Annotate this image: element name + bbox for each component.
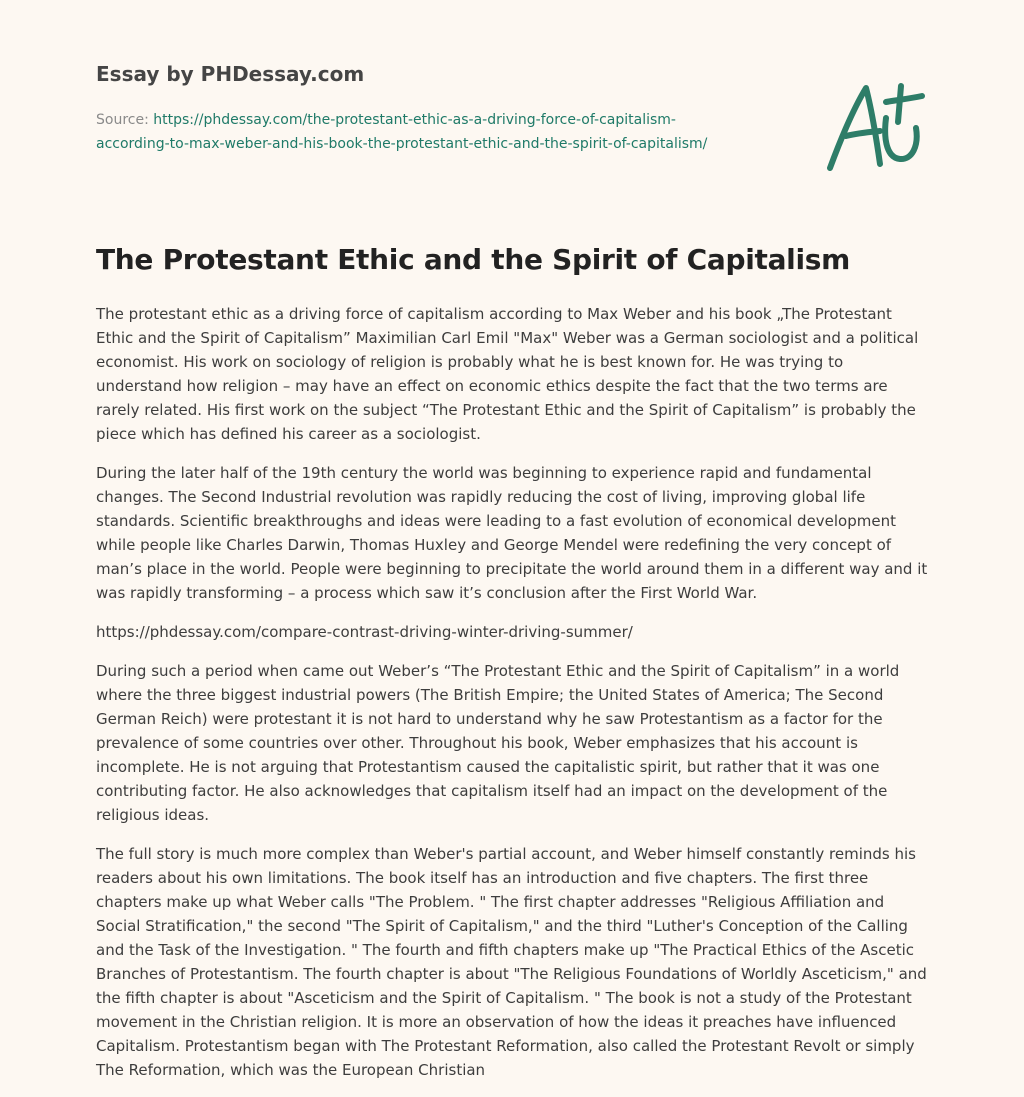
source-label: Source: [96, 112, 154, 128]
source-line [96, 108, 736, 156]
paragraph-1: The protestant ethic as a driving force of capitalism according to Max Weber and his book „The Protestant Ethic and the Spirit of Capitalism” Maximilian Carl Emil "Max" Weber was a German sociologist and a political economist. His work on sociology of religion is probably what he is best known for. He was trying to understand how religion – may have an effect on economic ethics despite the fact that the two terms are rarely related. His first work on the subject “The Protestant Ethic and the Spirit of Capitalism” is probably the piece which has defined his career as a sociologist. [96, 305, 919, 443]
paragraph-2: During the later half of the 19th century the world was beginning to experience rapid and fundamental changes. The Second Industrial revolution was rapidly reducing the cost of living, improving global life standards. Scientific breakthroughs and ideas were leading to a fast evolution of economical development while people like Charles Darwin, Thomas Huxley and George Mendel were redefining the very concept of man’s place in the world. People were beginning to precipitate the world around them in a different way and it was rapidly transforming – a process which saw it’s conclusion after the First World War. [96, 464, 928, 602]
paragraph-4: The full story is much more complex than Weber's partial account, and Weber himself constantly reminds his readers about his own limitations. The book itself has an introduction and five chapters. The first three chapters make up what Weber calls "The Problem. " The first chapter addresses "Religious Affiliation and Social Stratification," the second "The Spirit of Capitalism," and the third "Luther's Conception of the Calling and the Task of the Investigation. " The fourth and fifth chapters make up "The Practical Ethics of the Ascetic Branches of Protestantism. The fourth chapter is about "The Religious Foundations of Worldly Asceticism," and the fifth chapter is about "Asceticism and the Spirit of Capitalism. " The book is not a study of the Protestant movement in the Christian religion. It is more an observation of how the ideas it preaches have influenced Capitalism. Protestantism began with The Protestant Reformation, also called the Protestant Revolt or simply The Reformation, which was the European Christian [96, 845, 927, 1079]
site-brand: Essay by PHDessay.com [96, 62, 365, 86]
related-link[interactable]: https://phdessay.com/compare-contrast-driving-winter-driving-summer/ [96, 623, 633, 641]
article-body [96, 302, 932, 1097]
paragraph-3: During such a period when came out Weber’s “The Protestant Ethic and the Spirit of Capitalism” in a world where the three biggest industrial powers (The British Empire; the United States of America; The Second German Reich) were protestant it is not hard to understand why he saw Protestantism as a factor for the prevalence of some countries over other. Throughout his book, Weber emphasizes that his account is incomplete. He is not arguing that Protestantism caused the capitalistic spirit, but rather that it was one contributing factor. He also acknowledges that capitalism itself had an impact on the development of the religious ideas. [96, 662, 900, 824]
article-title: The Protestant Ethic and the Spirit of Capitalism [96, 243, 851, 276]
source-link[interactable]: https://phdessay.com/the-protestant-ethic-as-a-driving-force-of-capitalism-according-to-max-weber-and-his-book-the-protestant-ethic-and-the-spirit-of-capitalism/ [96, 112, 708, 152]
a-plus-grade-icon [820, 76, 928, 176]
